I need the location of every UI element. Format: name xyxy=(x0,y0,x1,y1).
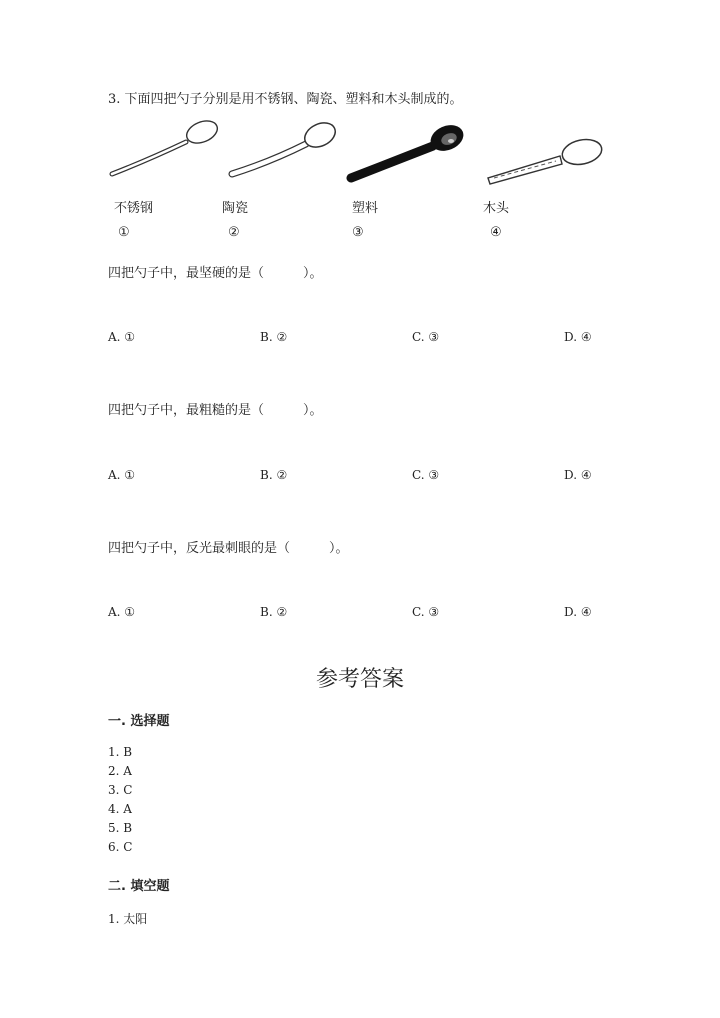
choice-answer: 4. A xyxy=(108,802,132,816)
material-label-steel: 不锈钢 xyxy=(114,201,154,216)
option-2a[interactable]: A. ① xyxy=(108,468,136,482)
option-2c[interactable]: C. ③ xyxy=(412,468,440,482)
fill-answer: 1. 太阳 xyxy=(108,912,148,926)
option-3c[interactable]: C. ③ xyxy=(412,605,440,619)
option-3b[interactable]: B. ② xyxy=(260,605,288,619)
choice-answer: 2. A xyxy=(108,764,132,778)
plastic-spoon-icon xyxy=(345,120,470,186)
sub-question-3: 四把勺子中，反光最刺眼的是（ ）。 xyxy=(108,541,349,556)
question-title: 3. 下面四把勺子分别是用不锈钢、陶瓷、塑料和木头制成的。 xyxy=(108,92,463,107)
section-choice-heading: 一. 选择题 xyxy=(108,714,170,729)
option-3d[interactable]: D. ④ xyxy=(564,605,592,619)
material-label-plastic: 塑料 xyxy=(352,201,379,216)
choice-answer: 5. B xyxy=(108,821,133,835)
option-1d[interactable]: D. ④ xyxy=(564,330,592,344)
spoon-number-4: ④ xyxy=(490,225,502,240)
choice-answer: 1. B xyxy=(108,745,133,759)
spoon-number-1: ① xyxy=(118,225,130,240)
sub-question-1: 四把勺子中，最坚硬的是（ ）。 xyxy=(108,266,323,281)
choice-answer: 6. C xyxy=(108,840,133,854)
spoon-number-2: ② xyxy=(228,225,240,240)
option-1b[interactable]: B. ② xyxy=(260,330,288,344)
wooden-spoon-icon xyxy=(482,134,607,190)
option-2d[interactable]: D. ④ xyxy=(564,468,592,482)
steel-spoon-icon xyxy=(108,116,223,186)
sub-question-2: 四把勺子中，最粗糙的是（ ）。 xyxy=(108,403,323,418)
choice-answer: 3. C xyxy=(108,783,133,797)
option-1c[interactable]: C. ③ xyxy=(412,330,440,344)
material-label-ceramic: 陶瓷 xyxy=(222,201,249,216)
material-label-wood: 木头 xyxy=(483,201,510,216)
spoon-number-3: ③ xyxy=(352,225,364,240)
option-2b[interactable]: B. ② xyxy=(260,468,288,482)
answers-title: 参考答案 xyxy=(315,667,404,692)
ceramic-spoon-icon xyxy=(226,118,341,184)
option-1a[interactable]: A. ① xyxy=(108,330,136,344)
option-3a[interactable]: A. ① xyxy=(108,605,136,619)
section-fill-heading: 二. 填空题 xyxy=(108,879,170,894)
